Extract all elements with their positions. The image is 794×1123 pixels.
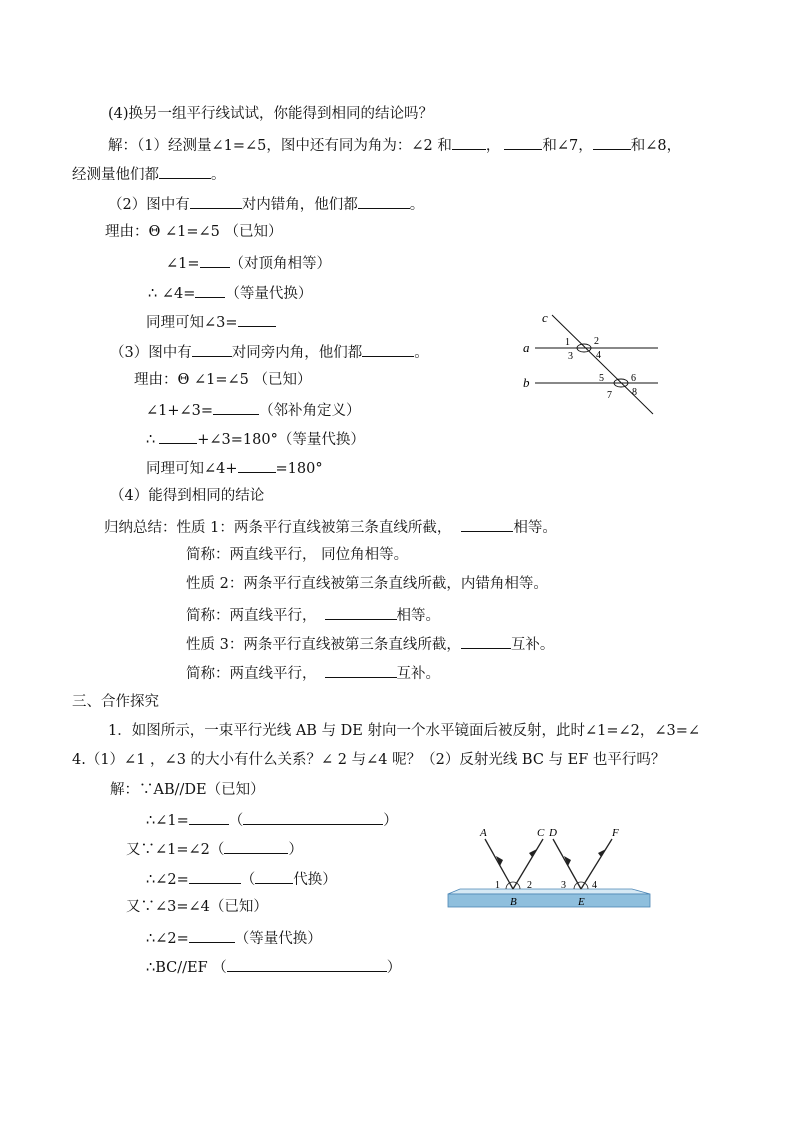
summary-short-1: 简称：两直线平行， 同位角相等。 <box>186 547 409 563</box>
text-fragment: （ <box>240 872 256 888</box>
label-C: C <box>537 827 545 839</box>
step-line <box>146 311 276 333</box>
angle-label-3: 3 <box>561 880 566 891</box>
text-fragment: （等量代换） <box>225 286 313 302</box>
text-fragment: 简称：两直线平行， <box>186 666 317 682</box>
answer-1-text: 解：（1）经测量∠1=∠5，图中还有同为角为：∠2 和 <box>108 138 452 154</box>
blank[interactable] <box>189 927 235 943</box>
angle-label-6: 6 <box>631 373 636 384</box>
blank[interactable] <box>504 134 542 150</box>
blank[interactable] <box>358 193 410 209</box>
text-fragment: 相等。 <box>513 520 557 536</box>
angle-label-1: 1 <box>565 337 570 348</box>
label-a: a <box>523 340 530 355</box>
blank[interactable] <box>190 193 242 209</box>
text-fragment: ∴ <box>146 432 156 448</box>
text-fragment: ∴∠2= <box>146 931 189 947</box>
mirror-front <box>448 894 650 907</box>
problem-1-text-cont: 4.（1）∠1 ，∠3 的大小有什么关系？∠ 2 与∠4 呢？（2）反射光线 BC 与 EF 也平行吗？ <box>72 752 666 768</box>
label-B: B <box>510 896 517 908</box>
answer-1-line <box>108 134 681 156</box>
text-fragment: 互补。 <box>510 637 555 653</box>
solution-line <box>126 838 303 860</box>
text-fragment: ） <box>288 842 303 858</box>
blank[interactable] <box>224 838 288 854</box>
summary-short-3 <box>186 662 440 684</box>
answer-3-line <box>110 341 429 363</box>
blank[interactable] <box>213 399 259 415</box>
text-fragment: （对顶角相等） <box>229 256 332 272</box>
mirror-reflection-figure <box>440 820 652 912</box>
angle-label-2: 2 <box>594 336 599 347</box>
parallel-lines-figure <box>515 305 665 417</box>
text-fragment: （ <box>228 813 244 829</box>
text-fragment: 归纳总结：性质 1：两条平行直线被第三条直线所截， <box>104 520 452 536</box>
blank[interactable] <box>189 868 241 884</box>
text-fragment: （邻补角定义） <box>259 403 361 419</box>
blank[interactable] <box>238 457 276 473</box>
step-line <box>166 252 331 274</box>
text-fragment: =180° <box>275 461 323 477</box>
text-fragment: （3）图中有 <box>110 345 192 361</box>
text-fragment: 简称：两直线平行， <box>186 608 317 624</box>
summary-short-2 <box>186 604 440 626</box>
solution-line: 解：∵AB//DE（已知） <box>110 782 265 798</box>
label-E: E <box>578 896 585 908</box>
blank[interactable] <box>200 252 230 268</box>
text-fragment: 。 <box>211 167 226 183</box>
step-line <box>146 428 365 450</box>
blank[interactable] <box>325 662 397 678</box>
text-fragment: +∠3=180°（等量代换） <box>197 432 365 448</box>
section-heading: 三、合作探究 <box>72 694 159 710</box>
solution-line: 又∵∠3=∠4（已知） <box>126 899 268 915</box>
text-fragment: ， <box>485 138 501 154</box>
text-fragment: 相等。 <box>396 608 440 624</box>
solution-line <box>146 868 337 890</box>
answer-2-line <box>108 193 424 215</box>
blank[interactable] <box>192 341 232 357</box>
angle-label-8: 8 <box>632 387 637 398</box>
blank[interactable] <box>159 163 211 179</box>
blank[interactable] <box>255 868 293 884</box>
step-line <box>146 399 361 421</box>
text-fragment: 经测量他们都 <box>72 167 159 183</box>
text-fragment: ∠1+∠3= <box>146 403 214 419</box>
text-fragment: ） <box>383 813 398 829</box>
text-fragment: 同理可知∠4+ <box>146 461 238 477</box>
problem-1-text: 1．如图所示，一束平行光线 AB 与 DE 射向一个水平镜面后被反射，此时∠1=∠2，∠3=∠ <box>108 723 701 739</box>
text-fragment: 同理可知∠3= <box>146 315 238 331</box>
angle-label-3: 3 <box>568 351 573 362</box>
blank[interactable] <box>461 516 513 532</box>
blank[interactable] <box>238 311 276 327</box>
blank[interactable] <box>195 282 225 298</box>
angle-label-2: 2 <box>527 880 532 891</box>
text-fragment: 代换） <box>293 872 337 888</box>
summary-property-1 <box>104 516 557 538</box>
reason-line: 理由：Θ ∠1=∠5 （已知） <box>134 372 312 388</box>
blank[interactable] <box>593 134 631 150</box>
reason-line: 理由：Θ ∠1=∠5 （已知） <box>105 224 283 240</box>
blank[interactable] <box>159 428 197 444</box>
label-b: b <box>523 375 530 390</box>
text-fragment: 和∠7， <box>542 138 593 154</box>
answer-1-cont <box>72 163 226 185</box>
step-line <box>148 282 312 304</box>
blank[interactable] <box>325 604 397 620</box>
angle-label-7: 7 <box>607 390 612 401</box>
solution-line <box>146 809 398 831</box>
text-fragment: 。 <box>414 345 429 361</box>
text-fragment: 性质 3：两条平行直线被第三条直线所截， <box>186 637 461 653</box>
text-fragment: 和∠8， <box>630 138 682 154</box>
text-fragment: ∴∠1= <box>146 813 189 829</box>
angle-label-5: 5 <box>599 373 604 384</box>
text-fragment: 。 <box>409 197 425 213</box>
mirror-top <box>448 889 650 894</box>
blank[interactable] <box>227 956 387 972</box>
text-fragment: ） <box>386 960 402 976</box>
text-fragment: 对同旁内角，他们都 <box>231 345 363 361</box>
angle-label-4: 4 <box>592 880 597 891</box>
blank[interactable] <box>362 341 414 357</box>
text-fragment: ∴ ∠4= <box>148 286 196 302</box>
blank[interactable] <box>243 809 383 825</box>
summary-property-3 <box>186 633 554 655</box>
text-fragment: 互补。 <box>396 666 440 682</box>
blank[interactable] <box>189 809 229 825</box>
text-fragment: 对内错角，他们都 <box>241 197 358 213</box>
answer-4-line: （4）能得到相同的结论 <box>110 488 265 504</box>
text-fragment: （等量代换） <box>234 931 322 947</box>
text-fragment: ∠1= <box>166 256 200 272</box>
angle-label-4: 4 <box>596 350 601 361</box>
ray-DE <box>553 839 581 889</box>
angle-label-1: 1 <box>495 880 500 891</box>
text-fragment: ∴∠2= <box>146 872 189 888</box>
blank[interactable] <box>461 633 511 649</box>
blank[interactable] <box>452 134 486 150</box>
solution-line <box>146 927 322 949</box>
summary-property-2: 性质 2：两条平行直线被第三条直线所截，内错角相等。 <box>186 576 548 592</box>
text-fragment: （2）图中有 <box>108 197 190 213</box>
label-A: A <box>480 827 487 839</box>
transversal-c <box>552 315 653 414</box>
solution-line <box>146 956 401 978</box>
label-F: F <box>612 827 619 839</box>
text-fragment: 又∵∠1=∠2（ <box>126 842 225 858</box>
question-4-text: (4)换另一组平行线试试，你能得到相同的结论吗？ <box>108 106 434 122</box>
label-c: c <box>542 310 548 325</box>
text-fragment: ∴BC//EF （ <box>146 960 227 976</box>
label-D: D <box>549 827 557 839</box>
step-line <box>146 457 323 479</box>
